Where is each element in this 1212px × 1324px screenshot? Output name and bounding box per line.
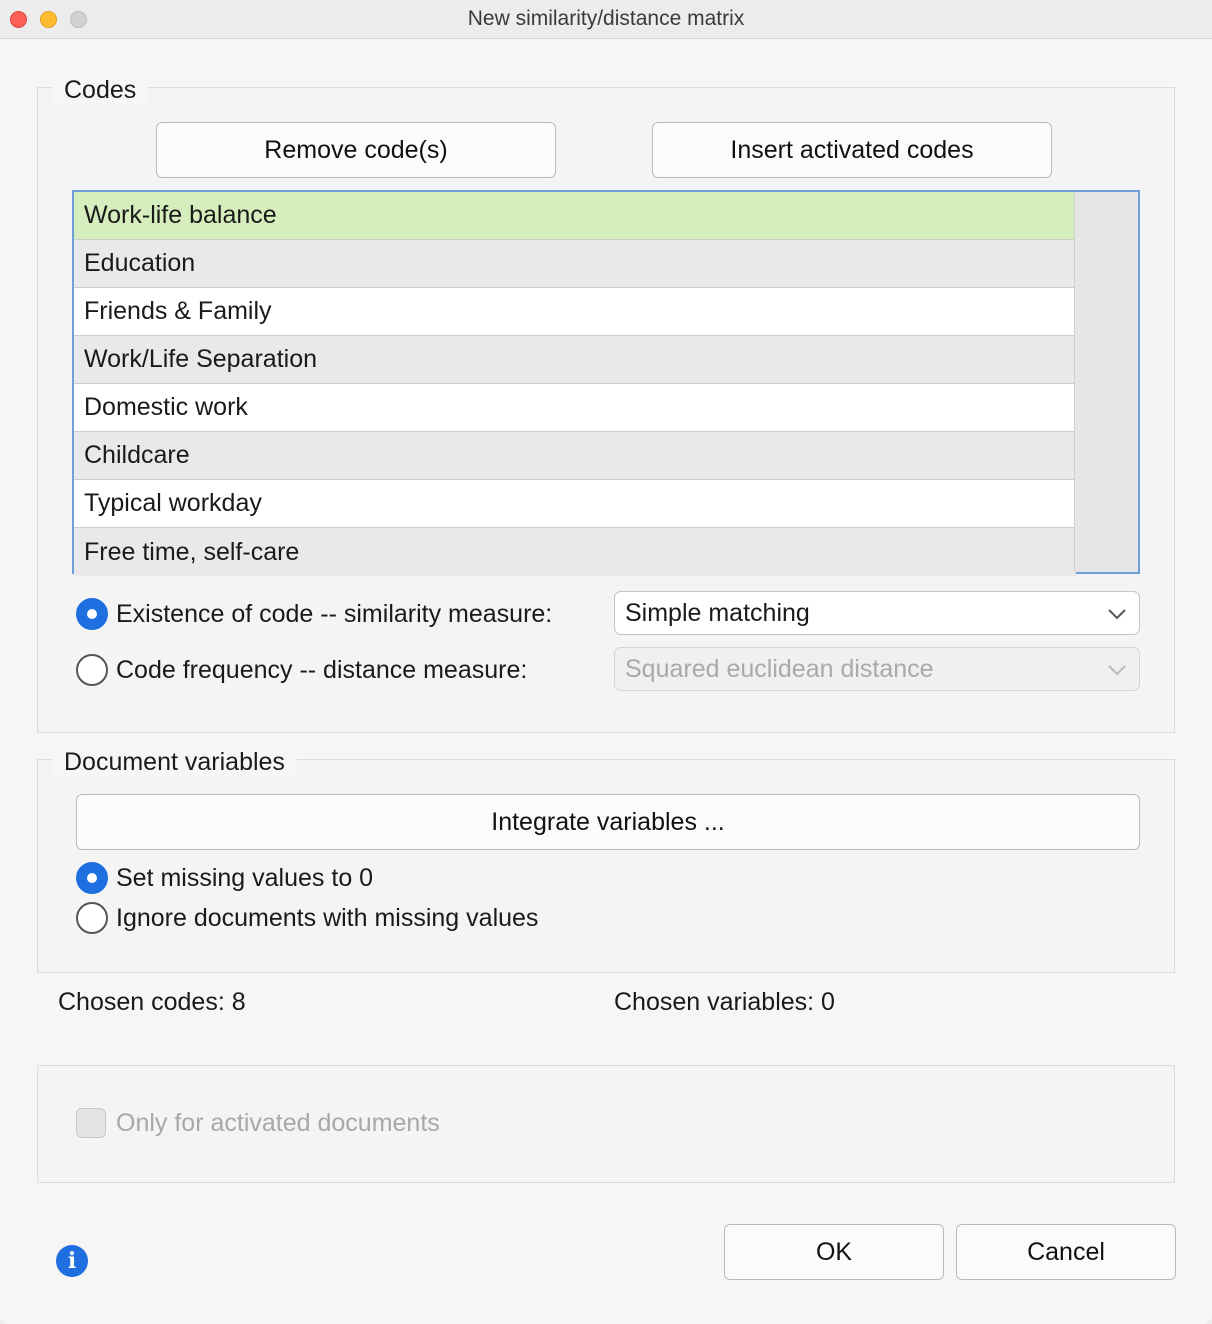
distance-measure-select (614, 647, 1140, 691)
frequency-radio-option[interactable] (76, 654, 527, 686)
codes-list[interactable] (72, 190, 1140, 574)
remove-codes-button[interactable]: Remove code(s) (156, 122, 556, 178)
codes-list-rows (74, 192, 1076, 576)
ignore-missing-label: Ignore documents with missing values (116, 903, 539, 932)
similarity-measure-value: Simple matching (625, 598, 810, 627)
list-item[interactable] (74, 384, 1076, 432)
frequency-label: Code frequency -- distance measure: (116, 655, 528, 684)
list-item-label: Free time, self-care (84, 537, 300, 566)
title-bar (0, 0, 1212, 39)
missing-zero-label: Set missing values to 0 (116, 863, 374, 892)
ignore-missing-radio[interactable] (76, 902, 108, 934)
list-item-label: Friends & Family (84, 297, 272, 325)
existence-label: Existence of code -- similarity measure: (116, 599, 553, 628)
list-item-label: Work/Life Separation (84, 345, 317, 373)
only-activated-checkbox (76, 1108, 106, 1138)
missing-zero-radio[interactable] (76, 862, 108, 894)
ok-button[interactable]: OK (724, 1224, 944, 1280)
list-item[interactable] (74, 480, 1076, 528)
codes-group-label: Codes (52, 76, 148, 105)
list-item-label: Work-life balance (84, 201, 277, 229)
list-item[interactable] (74, 240, 1076, 288)
list-item[interactable] (74, 432, 1076, 480)
list-item[interactable] (74, 528, 1076, 576)
list-item-label: Domestic work (84, 393, 248, 421)
chosen-codes-count: Chosen codes: 8 (58, 988, 246, 1016)
chosen-variables-count: Chosen variables: 0 (614, 988, 835, 1016)
info-icon[interactable]: i (56, 1245, 88, 1277)
list-item[interactable] (74, 288, 1076, 336)
existence-radio-option[interactable] (76, 598, 552, 630)
variables-group-label: Document variables (52, 748, 297, 777)
list-item-label: Typical workday (84, 489, 262, 517)
integrate-variables-button[interactable]: Integrate variables ... (76, 794, 1140, 850)
ignore-missing-option[interactable] (76, 902, 538, 934)
list-item[interactable] (74, 192, 1076, 240)
chevron-down-icon (1107, 660, 1127, 680)
chevron-down-icon (1107, 604, 1127, 624)
frequency-radio[interactable] (76, 654, 108, 686)
only-activated-option (76, 1108, 440, 1138)
existence-radio[interactable] (76, 598, 108, 630)
window-title: New similarity/distance matrix (467, 7, 745, 30)
list-item-label: Education (84, 249, 196, 277)
similarity-measure-select[interactable] (614, 591, 1140, 635)
list-scrollbar[interactable] (1074, 192, 1138, 572)
only-activated-label: Only for activated documents (116, 1108, 440, 1137)
cancel-button[interactable]: Cancel (956, 1224, 1176, 1280)
missing-zero-option[interactable] (76, 862, 373, 894)
list-item[interactable] (74, 336, 1076, 384)
insert-activated-codes-button[interactable]: Insert activated codes (652, 122, 1052, 178)
list-item-label: Childcare (84, 441, 190, 469)
distance-measure-value: Squared euclidean distance (625, 654, 934, 683)
